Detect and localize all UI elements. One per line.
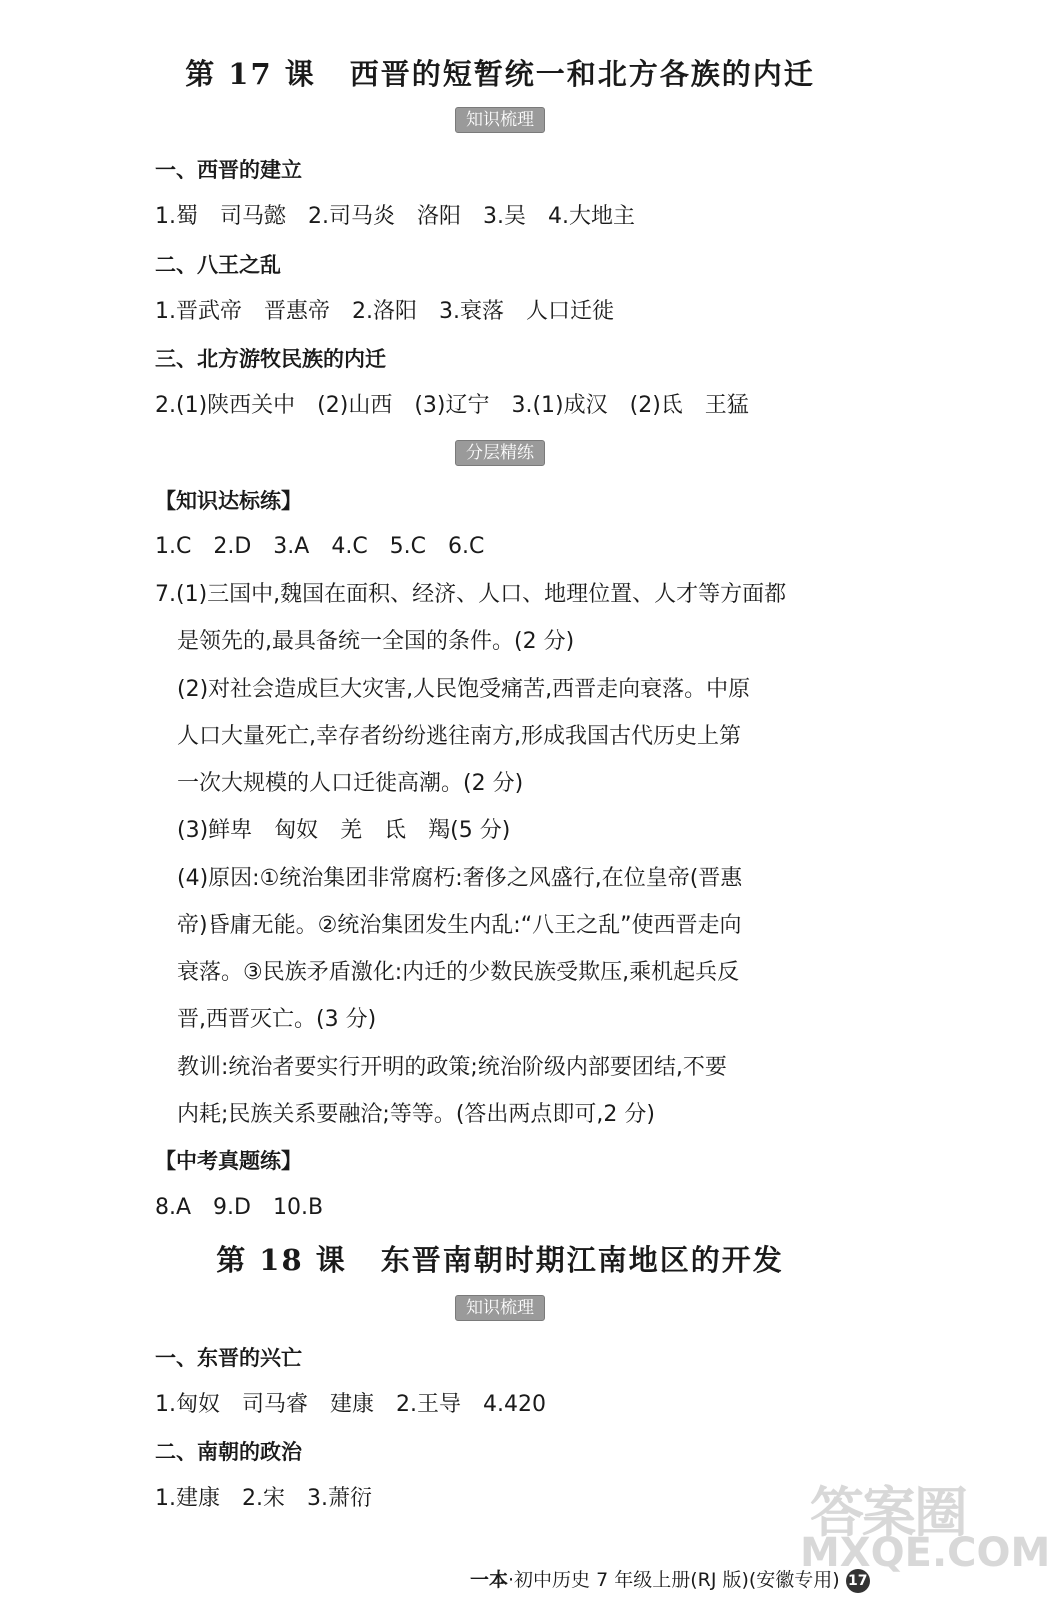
q7-line: (2)对社会造成巨大灾害,人民饱受痛苦,西晋走向衰落。中原: [177, 677, 751, 702]
watermark-en: MXQE.COM: [800, 1530, 1050, 1576]
answers-eastern-jin: 1.匈奴 司马睿 建康 2.王导 4.420: [155, 1392, 546, 1417]
q7-line: 7.(1)三国中,魏国在面积、经济、人口、地理位置、人才等方面都: [155, 582, 787, 607]
practice-heading-knowledge: 【知识达标练】: [155, 489, 302, 513]
practice-heading-exam: 【中考真题练】: [155, 1149, 302, 1173]
lesson-17-number: 第 17 课: [185, 57, 316, 91]
watermark: [800, 1470, 1050, 1590]
watermark-cn: 答案圈: [810, 1481, 966, 1544]
answers-multiple-choice: 1.C 2.D 3.A 4.C 5.C 6.C: [155, 534, 485, 559]
lesson-18-title: [0, 1238, 1000, 1279]
section-heading-southern-dynasties: 二、南朝的政治: [155, 1440, 302, 1464]
q7-line: (3)鲜卑 匈奴 羌 氐 羯(5 分): [177, 818, 511, 843]
tag-knowledge-review-18: 知识梳理: [0, 1295, 1000, 1321]
section-heading-jin-founding: 一、西晋的建立: [155, 158, 302, 182]
section-heading-eight-kings: 二、八王之乱: [155, 253, 281, 277]
answers-exam: 8.A 9.D 10.B: [155, 1195, 324, 1220]
q7-line: (4)原因:①统治集团非常腐朽:奢侈之风盛行,在位皇帝(晋惠: [177, 866, 743, 891]
footer-brand: 一本: [470, 1569, 509, 1591]
lesson-17-name: 西晋的短暂统一和北方各族的内迁: [349, 57, 815, 91]
tag-tiered-practice: 分层精练: [0, 440, 1000, 466]
q7-line: 一次大规模的人口迁徙高潮。(2 分): [177, 771, 524, 796]
answers-jin-founding: 1.蜀 司马懿 2.司马炎 洛阳 3.吴 4.大地主: [155, 204, 635, 229]
footer-text: ·初中历史 7 年级上册(RJ 版)(安徽专用): [508, 1569, 840, 1591]
answers-nomads: 2.(1)陕西关中 (2)山西 (3)辽宁 3.(1)成汉 (2)氐 王猛: [155, 393, 749, 418]
page-number: 17: [846, 1569, 870, 1593]
section-heading-eastern-jin: 一、东晋的兴亡: [155, 1346, 302, 1370]
lesson-17-title: [0, 52, 1000, 93]
q7-line: 人口大量死亡,幸存者纷纷逃往南方,形成我国古代历史上第: [177, 724, 741, 749]
tag-knowledge-review-17: 知识梳理: [0, 107, 1000, 133]
q7-line: 教训:统治者要实行开明的政策;统治阶级内部要团结,不要: [177, 1055, 727, 1080]
lesson-18-number: 第 18 课: [216, 1243, 347, 1277]
q7-line: 内耗;民族关系要融洽;等等。(答出两点即可,2 分): [177, 1102, 655, 1127]
lesson-18-name: 东晋南朝时期江南地区的开发: [380, 1243, 784, 1277]
answers-eight-kings: 1.晋武帝 晋惠帝 2.洛阳 3.衰落 人口迁徙: [155, 299, 614, 324]
q7-line: 晋,西晋灭亡。(3 分): [177, 1007, 377, 1032]
q7-line: 是领先的,最具备统一全国的条件。(2 分): [177, 629, 575, 654]
q7-line: 帝)昏庸无能。②统治集团发生内乱:“八王之乱”使西晋走向: [177, 913, 742, 938]
q7-line: 衰落。③民族矛盾激化:内迁的少数民族受欺压,乘机起兵反: [177, 960, 740, 985]
answers-southern-dynasties: 1.建康 2.宋 3.萧衍: [155, 1486, 372, 1511]
section-heading-nomads: 三、北方游牧民族的内迁: [155, 347, 386, 371]
